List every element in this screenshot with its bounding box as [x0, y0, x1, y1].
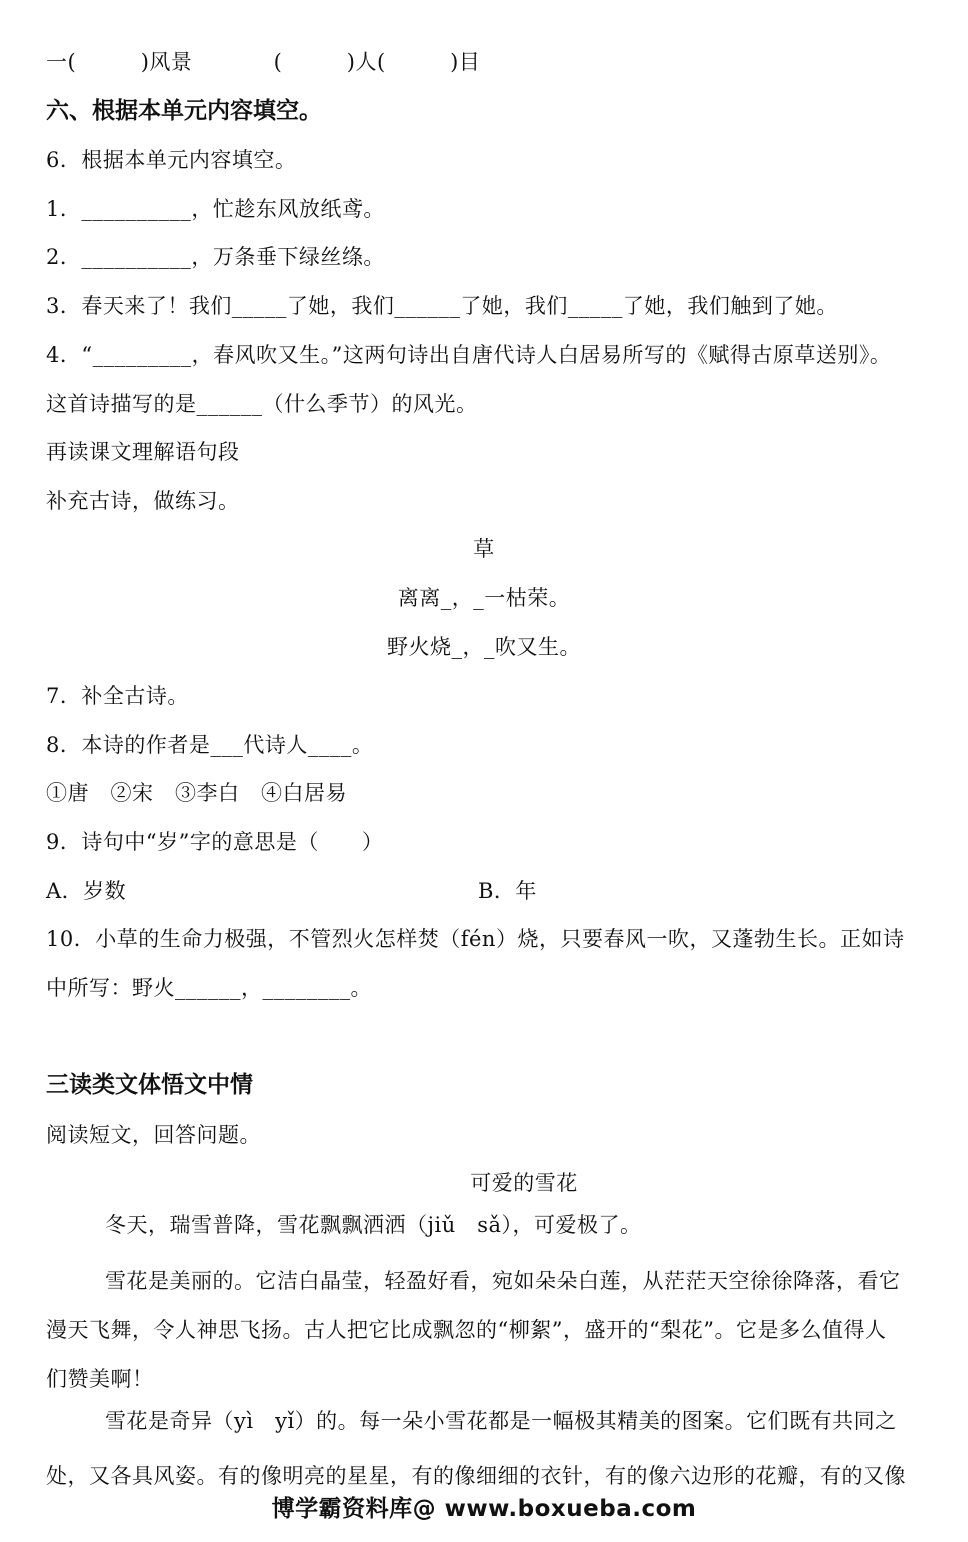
poem-line-2: 野火烧_，_吹又生。	[387, 635, 581, 659]
article-paragraph-2-line-3: 们赞美啊！	[46, 1367, 154, 1391]
article-paragraph-3-line-2: 处，又各具风姿。有的像明亮的星星，有的像细细的衣针，有的像六边形的花瓣，有的又像	[46, 1464, 906, 1488]
choice-b: B．年	[478, 879, 537, 903]
question-10-line-2: 中所写：野火______，________。	[46, 976, 372, 1000]
reread-intro: 补充古诗，做练习。	[46, 489, 240, 513]
question-9: 9．诗句中“岁”字的意思是（ ）	[46, 830, 384, 854]
choice-a: A．岁数	[46, 879, 127, 903]
article-title: 可爱的雪花	[470, 1171, 578, 1195]
item-1: 1．__________，忙趁东风放纸鸢。	[46, 197, 385, 221]
article-paragraph-2-line-2: 漫天飞舞，令人神思飞扬。古人把它比成飘忽的“柳絮”，盛开的“梨花”。它是多么值得人	[46, 1318, 887, 1342]
reading-intro: 阅读短文，回答问题。	[46, 1123, 261, 1147]
poem-title: 草	[473, 537, 495, 561]
reread-title: 再读课文理解语句段	[46, 440, 240, 464]
article-paragraph-3-line-1: 雪花是奇异（yì yǐ）的。每一朵小雪花都是一幅极其精美的图案。它们既有共同之	[105, 1409, 897, 1433]
item-4: 4．“_________，春风吹又生。”这两句诗出自唐代诗人白居易所写的《赋得古原草送别》。	[46, 343, 892, 367]
section-6-heading: 六、根据本单元内容填空。	[46, 98, 322, 124]
article-paragraph-1: 冬天，瑞雪普降，雪花飘飘洒洒（jiǔ sǎ），可爱极了。	[105, 1213, 642, 1237]
question-8-options: ①唐 ②宋 ③李白 ④白居易	[46, 781, 347, 805]
article-paragraph-2-line-1: 雪花是美丽的。它洁白晶莹，轻盈好看，宛如朵朵白莲，从茫茫天空徐徐降落，看它	[105, 1269, 901, 1293]
phrase-1: 一( )风景	[46, 50, 193, 74]
section-3-heading: 三读类文体悟文中情	[46, 1072, 253, 1098]
question-9-choices	[46, 877, 926, 905]
poem-line-1: 离离_，_一枯荣。	[397, 586, 571, 610]
item-2: 2．__________，万条垂下绿丝绦。	[46, 245, 385, 269]
phrase-2: ( )人( )目	[273, 50, 481, 74]
question-8: 8．本诗的作者是___代诗人____。	[46, 733, 374, 757]
item-4-cont: 这首诗描写的是______（什么季节）的风光。	[46, 392, 478, 416]
question-10-line-1: 10．小草的生命力极强，不管烈火怎样焚（fén）烧，只要春风一吹，又蓬勃生长。正如诗	[46, 927, 905, 951]
question-6: 6．根据本单元内容填空。	[46, 148, 297, 172]
footer-watermark: 博学霸资料库@ www.boxueba.com	[271, 1496, 697, 1522]
item-3: 3．春天来了！我们_____了她，我们______了她，我们_____了她，我们触到了她。	[46, 294, 838, 318]
fill-line-phrases	[46, 48, 480, 76]
question-7: 7．补全古诗。	[46, 684, 189, 708]
